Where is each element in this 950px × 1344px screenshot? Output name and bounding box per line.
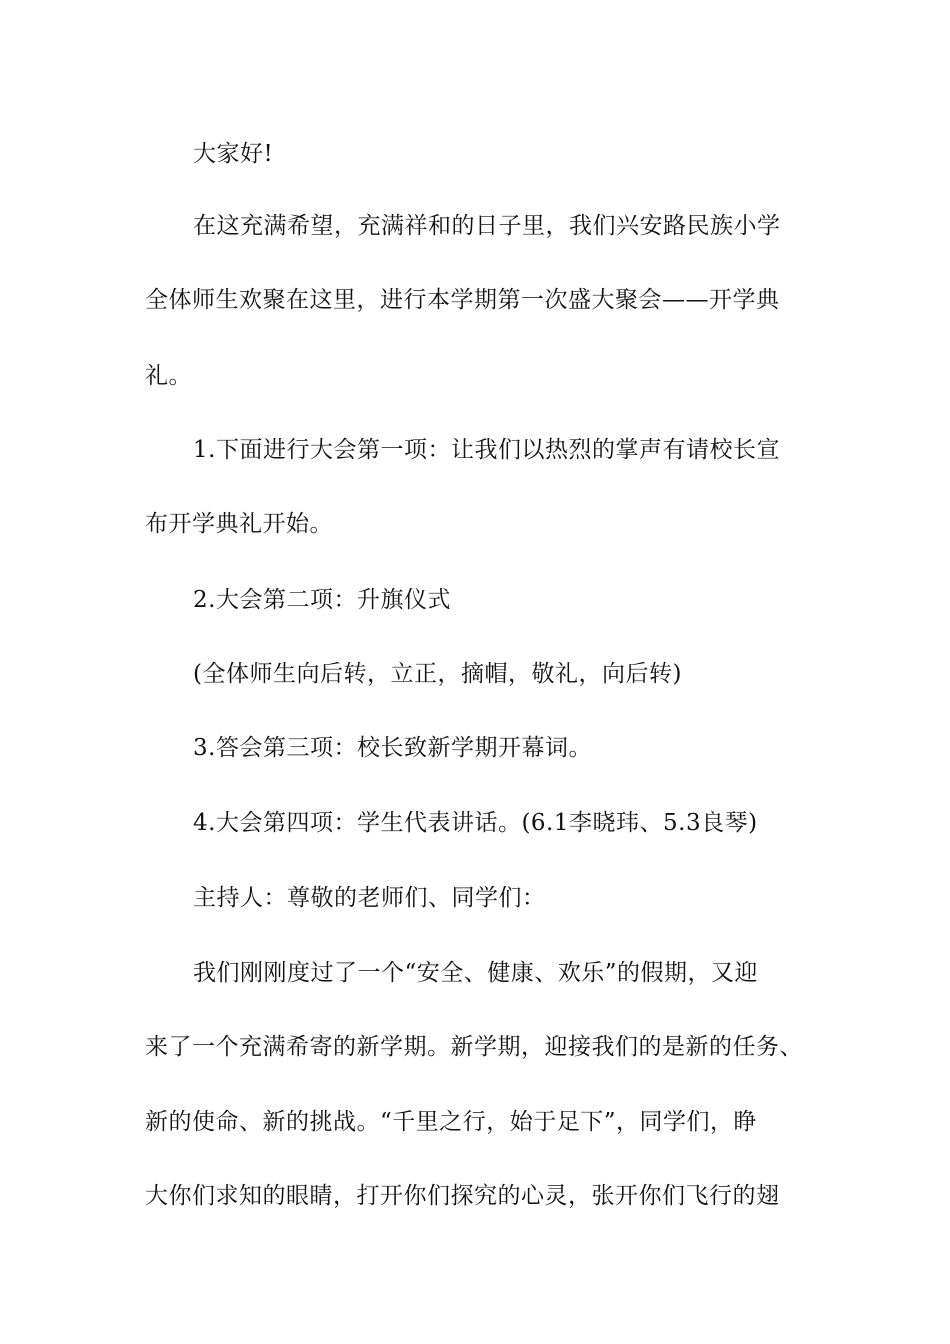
agenda-item-2: 2.大会第二项：升旗仪式 [193,587,451,613]
paragraph-line: 新的使命、新的挑战。“千里之行，始于足下”，同学们，睁 [145,1109,758,1135]
paragraph-line: 布开学典礼开始。 [145,511,333,537]
paragraph-line: 来了一个充满希寄的新学期。新学期，迎接我们的是新的任务、 [145,1034,803,1060]
agenda-item-1: 1.下面进行大会第一项：让我们以热烈的掌声有请校长宣 [193,437,780,463]
paragraph-line: 我们刚刚度过了一个“安全、健康、欢乐”的假期，又迎 [193,960,759,986]
agenda-item-4: 4.大会第四项：学生代表讲话。(6.1李晓玮、5.3良琴) [193,810,758,836]
paragraph-line: 全体师生欢聚在这里，进行本学期第一次盛大聚会——开学典 [145,287,780,313]
paragraph-line: 在这充满希望，充满祥和的日子里，我们兴安路民族小学 [193,213,781,239]
instruction-line: (全体师生向后转，立正，摘帽，敬礼，向后转) [193,661,682,687]
host-line: 主持人：尊敬的老师们、同学们： [193,885,546,911]
paragraph-line: 礼。 [145,363,192,389]
agenda-item-3: 3.答会第三项：校长致新学期开幕词。 [193,735,592,761]
greeting-line: 大家好! [193,141,274,167]
paragraph-line: 大你们求知的眼睛，打开你们探究的心灵，张开你们飞行的翅 [145,1183,780,1209]
